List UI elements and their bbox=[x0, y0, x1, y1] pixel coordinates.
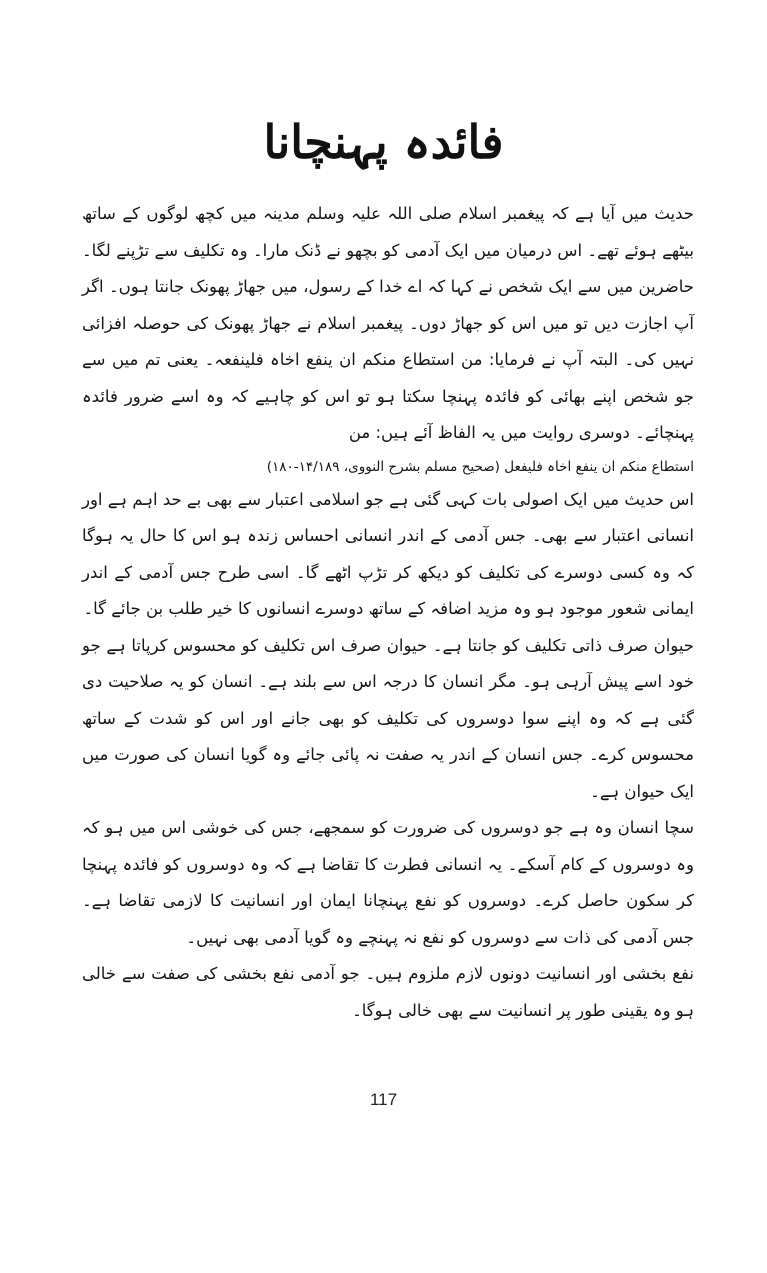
page-number: 117 bbox=[369, 1090, 398, 1109]
paragraph-hadith: حدیث میں آیا ہے کہ پیغمبر اسلام صلی اللہ علیہ وسلم مدینہ میں کچھ لوگوں کے ساتھ بیٹھے ہوئے تھے۔ اس درمیان میں ایک آدمی کو بچھو نے ڈنک مارا۔ وہ تکلیف سے تڑپنے لگا۔ حاضرین میں سے ایک شخص نے کہا کہ اے خدا کے رسول، میں جھاڑ پھونک جانتا ہوں۔ اگر آپ اجازت دیں تو میں اس کو جھاڑ دوں۔ پیغمبر اسلام نے جھاڑ پھونک کی حوصلہ افزائی نہیں کی۔ البتہ آپ نے فرمایا: من استطاع منکم ان ینفع اخاہ فلینفعہ۔ یعنی تم میں سے جو شخص اپنے بھائی کو فائدہ پہنچا سکتا ہو تو اس کو چاہیے کہ وہ اسے ضرور فائدہ پہنچائے۔ دوسری روایت میں یہ الفاظ آئے ہیں: من bbox=[82, 204, 694, 442]
paragraph-true-human: سچا انسان وہ ہے جو دوسروں کی ضرورت کو سمجھے، جس کی خوشی اس میں ہو کہ وہ دوسروں کے کام آسکے۔ یہ انسانی فطرت کا تقاضا ہے کہ وہ دوسروں کو فائدہ پہنچا کر سکون حاصل کرے۔ دوسروں کو نفع پہنچانا ایمان اور انسانیت کا لازمی تقاضا ہے۔ جس آدمی کی ذات سے دوسروں کو نفع نہ پہنچے وہ گویا آدمی بھی نہیں۔ bbox=[82, 818, 694, 947]
paragraph-animal: حیوان صرف ذاتی تکلیف کو جانتا ہے۔ حیوان صرف اس تکلیف کو محسوس کرپاتا ہے جو خود اسے پیش آرہی ہو۔ مگر انسان کا درجہ اس سے بلند ہے۔ انسان کو یہ صلاحیت دی گئی ہے کہ وہ اپنے سوا دوسروں کی تکلیف کو بھی جانے اور اس کو شدت کے ساتھ محسوس کرے۔ جس انسان کے اندر یہ صفت نہ پائی جائے وہ گویا انسان کی صورت میں ایک حیوان ہے۔ bbox=[82, 635, 694, 801]
paragraph-principle: اس حدیث میں ایک اصولی بات کہی گئی ہے جو اسلامی اعتبار سے بھی بے حد اہم ہے اور انسانی اعتبار سے بھی۔ جس آدمی کے اندر انسانی احساس زندہ ہو اس کا حال یہ ہوگا کہ وہ کسی دوسرے کی تکلیف کو دیکھ کر تڑپ اٹھے گا۔ اسی طرح جس آدمی کے اندر ایمانی شعور موجود ہو وہ مزید اضافہ کے ساتھ دوسرے انسانوں کا خیر طلب بن جائے گا۔ bbox=[82, 489, 694, 618]
page-title: فائدہ پہنچانا bbox=[263, 115, 504, 169]
page-body bbox=[82, 196, 694, 1029]
paragraph-reference: استطاع منکم ان ینفع اخاہ فلیفعل (صحیح مسلم بشرح النووی، ۱۴/۱۸۹-۱۸۰) bbox=[266, 458, 694, 475]
paragraph-conclusion: نفع بخشی اور انسانیت دونوں لازم ملزوم ہیں۔ جو آدمی نفع بخشی کی صفت سے خالی ہو وہ یقینی طور پر انسانیت سے بھی خالی ہوگا۔ bbox=[82, 964, 694, 1020]
